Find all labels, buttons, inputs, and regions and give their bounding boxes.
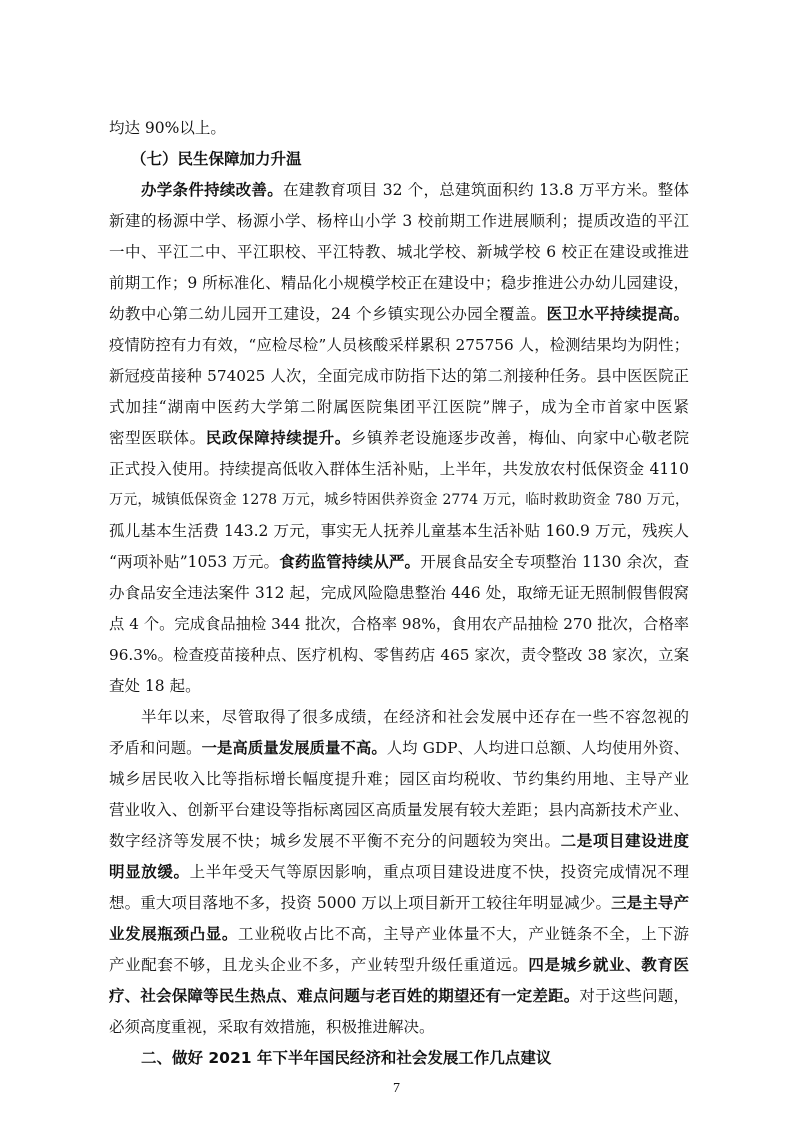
page-number: 7: [393, 1081, 400, 1096]
text-line: 营业收入、创新平台建设等指标离园区高质量发展有较大差距；县内高新技术产业、: [109, 801, 689, 819]
bold-lead: 医卫水平持续提高。: [546, 305, 689, 323]
bold-lead: 明显放缓。: [109, 863, 190, 881]
bold-lead: 食药监管持续从严。: [279, 553, 421, 571]
text-line: 疫情防控有力有效，“应检尽检”人员核酸采样累积 275756 人，检测结果均为阴性；: [109, 336, 689, 354]
text-line: 孤儿基本生活费 143.2 万元，事实无人抚养儿童基本生活补贴 160.9 万元，残疾人: [109, 522, 689, 540]
text-line: 半年以来，尽管取得了很多成绩，在经济和社会发展中还存在一些不容忽视的: [141, 708, 689, 726]
text-line: 新冠疫苗接种 574025 人次，全面完成市防指下达的第二剂接种任务。县中医医院正: [109, 367, 689, 385]
text-line: 查处 18 起。: [109, 677, 201, 695]
section-heading: 二、做好 2021 年下半年国民经济和社会发展工作几点建议: [141, 1049, 552, 1067]
text-line: 万元，城镇低保资金 1278 万元，城乡特困供养资金 2774 万元，临时救助资金 780 万元，: [109, 492, 689, 508]
bold-lead: 业发展瓶颈凸显。: [109, 925, 239, 943]
bold-lead: 四是城乡就业、教育医: [528, 956, 689, 974]
text-line: 96.3%。检查疫苗接种点、医疗机构、零售药店 465 家次，责令整改 38 家次，立案: [109, 646, 689, 664]
text-line: 密型医联体。民政保障持续提升。乡镇养老设施逐步改善，梅仙、向家中心敬老院: [109, 429, 689, 447]
text-line: 城乡居民收入比等指标增长幅度提升难；园区亩均税收、节约集约用地、主导产业: [109, 770, 689, 788]
text-line: 办食品安全违法案件 312 起，完成风险隐患整治 446 处，取缔无证无照制假售假窝: [109, 584, 689, 602]
section-heading: （七）民生保障加力升温: [131, 150, 302, 168]
text-line: 前期工作；9 所标准化、精品化小规模学校正在建设中；稳步推进公办幼儿园建设，: [109, 274, 689, 292]
text-line: 一中、平江二中、平江职校、平江特教、城北学校、新城学校 6 校正在建设或推进: [109, 243, 689, 261]
text-line: 产业配套不够，且龙头企业不多，产业转型升级任重道远。四是城乡就业、教育医: [109, 956, 689, 974]
text-line: 正式投入使用。持续提高低收入群体生活补贴，上半年，共发放农村低保资金 4110: [109, 460, 689, 478]
text-line: 式加挂“湖南中医药大学第二附属医院集团平江医院”牌子，成为全市首家中医紧: [109, 398, 689, 416]
bold-lead: 二是项目建设进度: [560, 832, 689, 850]
text-line: 业发展瓶颈凸显。工业税收占比不高，主导产业体量不大，产业链条不全，上下游: [109, 925, 689, 943]
text-line: 均达 90%以上。: [109, 119, 226, 137]
text-line: 办学条件持续改善。在建教育项目 32 个，总建筑面积约 13.8 万平方米。整体: [141, 181, 689, 199]
text-line: “两项补贴”1053 万元。食药监管持续从严。开展食品安全专项整治 1130 余次，查: [109, 553, 689, 571]
text-line: 想。重大项目落地不多，投资 5000 万以上项目新开工较往年明显减少。三是主导产: [109, 894, 689, 912]
text-line: 幼教中心第二幼儿园开工建设，24 个乡镇实现公办园全覆盖。医卫水平持续提高。: [109, 305, 689, 323]
bold-lead: 一是高质量发展质量不高。: [201, 739, 387, 757]
text-line: 明显放缓。上半年受天气等原因影响，重点项目建设进度不快，投资完成情况不理: [109, 863, 689, 881]
text-line: 点 4 个。完成食品抽检 344 批次，合格率 98%，食用农产品抽检 270 批次，合格率: [109, 615, 689, 633]
bold-lead: 办学条件持续改善。: [141, 181, 283, 199]
bold-lead: 民政保障持续提升。: [205, 429, 351, 447]
text-line: 新建的杨源中学、杨源小学、杨梓山小学 3 校前期工作进展顺利；提质改造的平江: [109, 212, 689, 230]
bold-lead: 三是主导产: [611, 894, 689, 912]
text-line: 矛盾和问题。一是高质量发展质量不高。人均 GDP、人均进口总额、人均使用外资、: [109, 739, 690, 757]
text-line: 必须高度重视，采取有效措施，积极推进解决。: [109, 1018, 435, 1036]
text-line: 数字经济等发展不快；城乡发展不平衡不充分的问题较为突出。二是项目建设进度: [109, 832, 689, 850]
text-line: 疗、社会保障等民生热点、难点问题与老百姓的期望还有一定差距。对于这些问题，: [109, 987, 689, 1005]
bold-lead: 疗、社会保障等民生热点、难点问题与老百姓的期望还有一定差距。: [109, 987, 580, 1005]
